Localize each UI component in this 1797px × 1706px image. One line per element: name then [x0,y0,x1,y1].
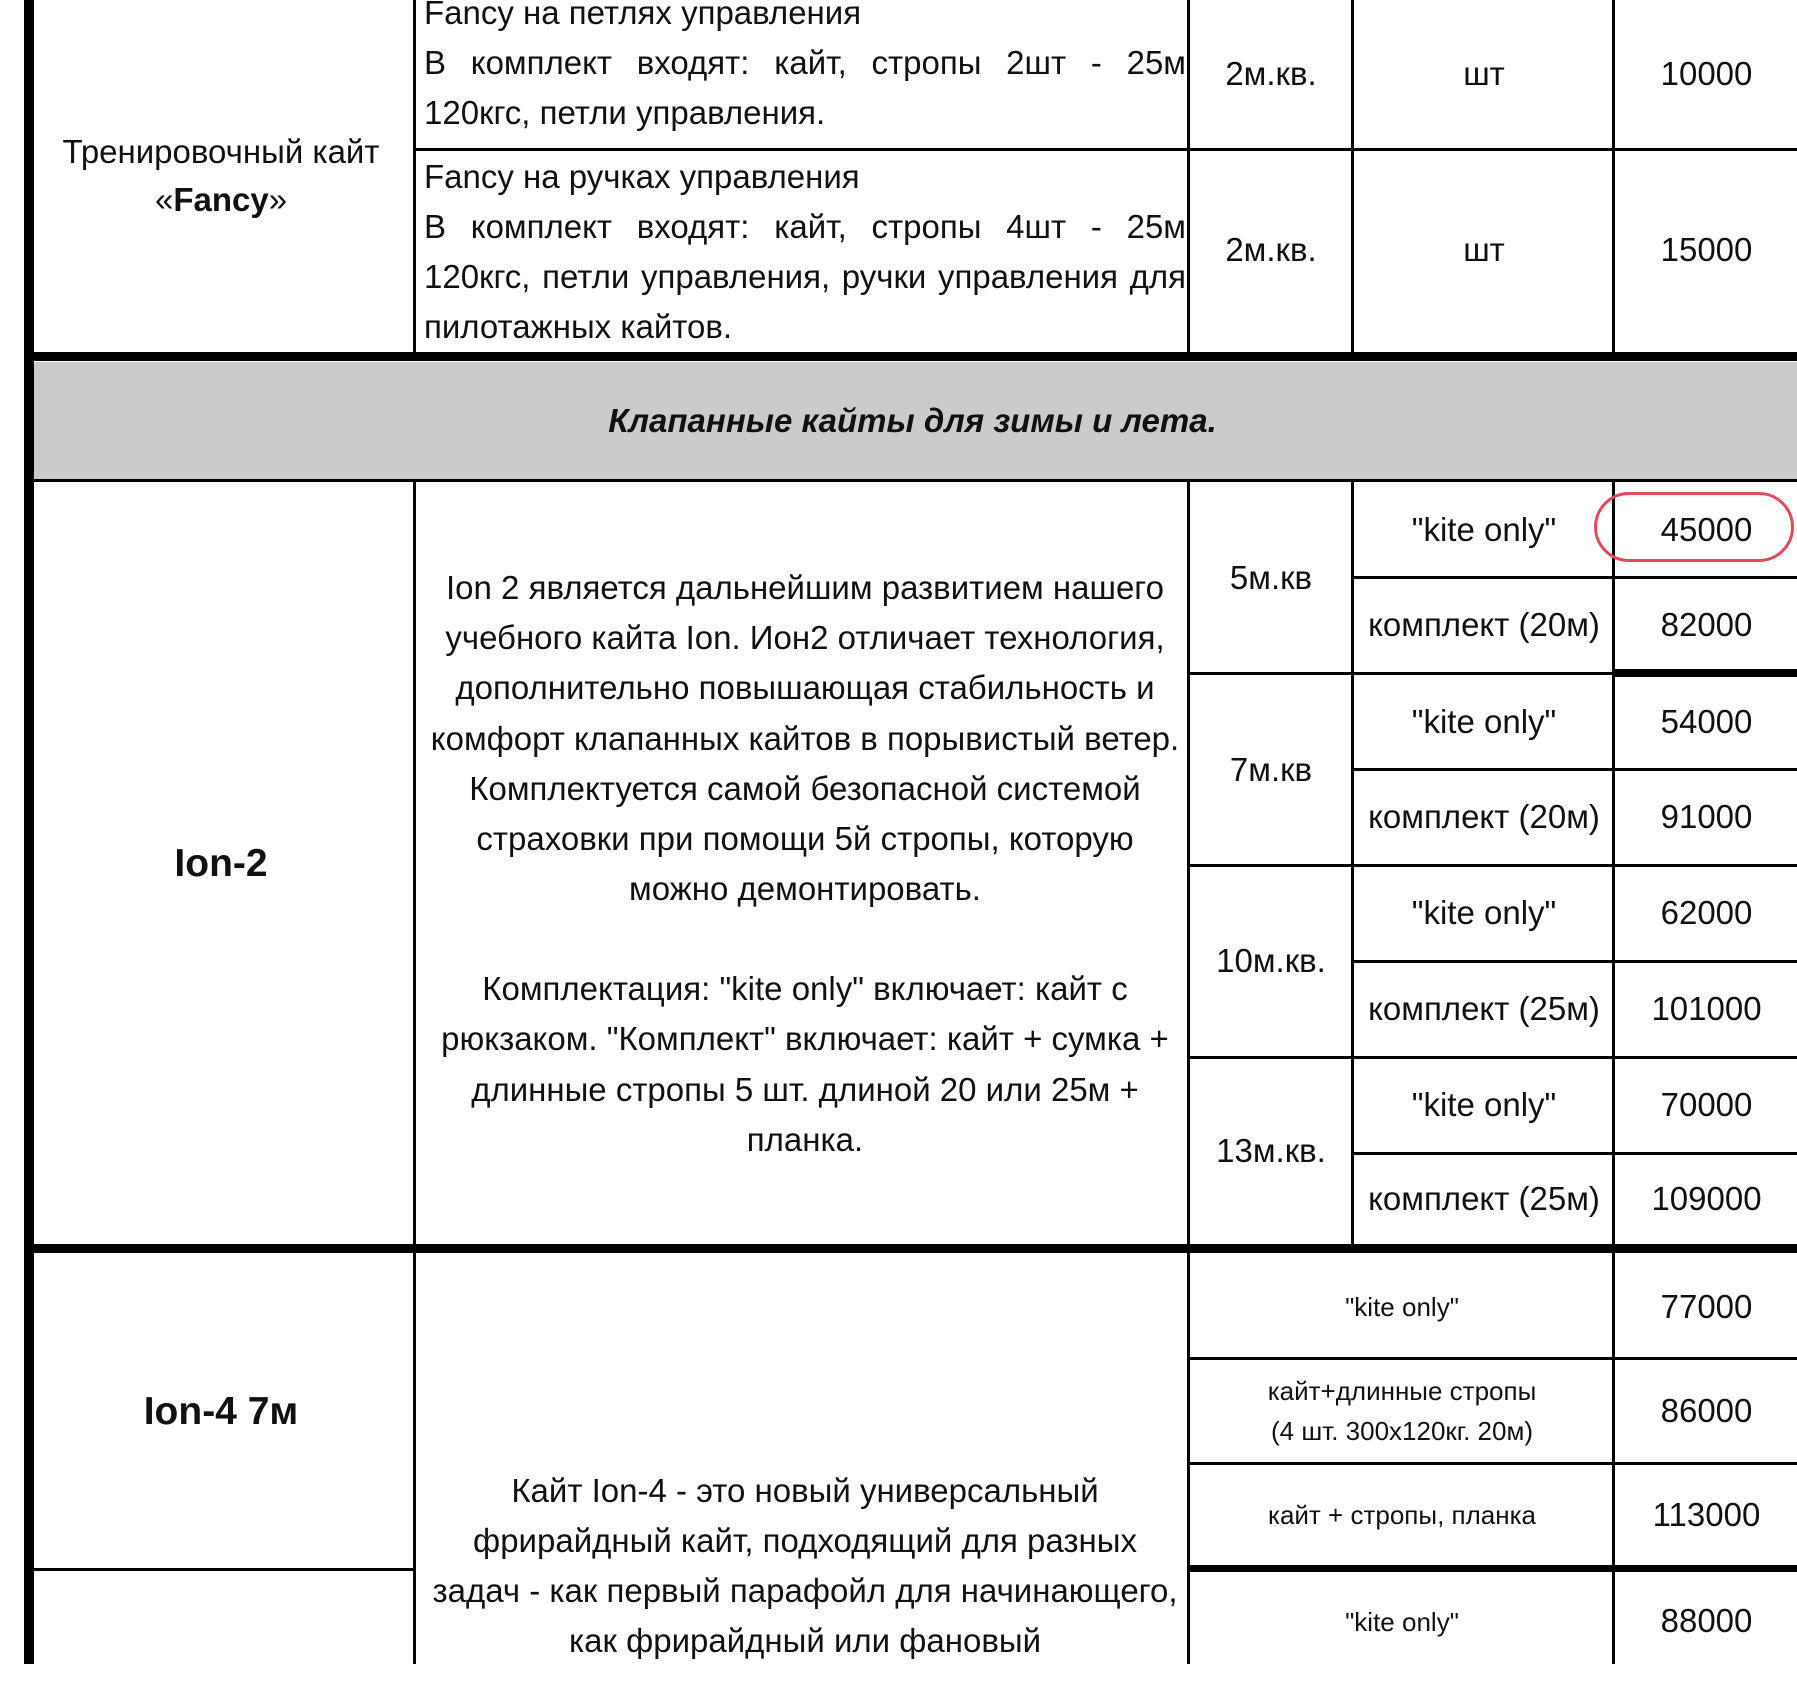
grid-v-desc-ion [1187,480,1190,1664]
grid-h-fancy-bottom [24,352,1797,361]
ion4-option-1-price: 77000 [1660,1288,1753,1325]
ion2-size-5-kit-label: комплект (20м) [1368,606,1600,643]
ion4-option-4-label: "kite only" [1345,1607,1459,1637]
grid-v-model-ion [413,480,416,1664]
fancy-row-2-price: 15000 [1660,231,1753,268]
ion2-size-13-kit-price: 109000 [1651,1180,1762,1217]
ion4-model-name: Ion-4 7м [143,1390,299,1433]
ion4-description: Кайт Ion-4 - это новый универсальный фрирайдный кайт, подходящий для разных задач - как первый парафойл для начинающего, как фрирайдный или фановый [432,1472,1178,1660]
fancy-row-2-area: 2м.кв. [1225,231,1317,268]
fancy-model-name: Fancy [173,181,269,218]
grid-h-ion2-7a [1351,768,1797,771]
ion2-description-p1: Ion 2 является дальнейшим развитием нашего учебного кайта Ion. Ион2 отличает технология, дополнительно повышающая стабильность и комфорт клапанных кайтов в порывистый ветер. Комплектуется самой безопасной системой страховки при помощи 5й стропы, которую можно демонтировать. [430,569,1180,908]
ion4-option-1-label: "kite only" [1345,1291,1459,1322]
grid-h-ion4-1 [1187,1357,1797,1360]
ion2-size-7-area: 7м.кв [1229,751,1313,788]
ion4-option-2-price: 86000 [1660,1392,1753,1429]
ion4-option-4-price: 88000 [1660,1602,1753,1639]
table-border-left [24,0,34,1664]
fancy-model-line1: Тренировочный кайт [62,133,380,171]
fancy-row-2-text: В комплект входят: кайт, стропы 4шт - 25м 120кгс, петли управления, ручки управления для пилотажных кайтов. [424,208,1186,346]
fancy-row-2-title: Fancy на ручках управления [424,158,860,195]
section-header-valve-kites: Клапанные кайты для зимы и лета. [28,362,1797,480]
grid-v-kit-ion [1612,480,1615,1664]
ion2-description-p2: Комплектация: "kite only" включает: кайт с рюкзаком. "Комплект" включает: кайт + сумка + длинные стропы 5 шт. длиной 20 или 25м + планка. [441,970,1169,1158]
ion2-size-5-area: 5м.кв [1229,559,1313,596]
grid-v-desc [1187,0,1190,356]
ion2-size-7-kite-label: "kite only" [1411,703,1557,740]
fancy-row-2-unit: шт [1463,231,1505,268]
fancy-row-1-unit: шт [1463,55,1505,92]
ion2-size-7-kit-price: 91000 [1660,798,1753,835]
ion4-option-2-label-line2: (4 шт. 300х120кг. 20м) [1270,1416,1534,1446]
grid-h-ion2-7b [1187,864,1797,867]
ion2-size-10-kite-price: 62000 [1660,894,1753,931]
grid-h-ion2-13a [1351,1152,1797,1155]
ion2-description [424,484,1186,1244]
ion2-size-13-kit-label: комплект (25м) [1368,1180,1600,1217]
grid-h-ion2-5b [1187,672,1615,675]
fancy-row-2-description [424,152,1186,352]
ion2-size-10-area: 10м.кв. [1216,942,1326,979]
ion2-size-10-kit-price: 101000 [1651,990,1762,1027]
ion2-size-7-kit-label: комплект (20м) [1368,798,1600,835]
fancy-row-1-title: Fancy на петлях управления [424,0,862,31]
fancy-row-1-price: 10000 [1660,55,1753,92]
ion2-size-7-kite-price: 54000 [1660,703,1753,740]
fancy-model-cell [28,0,414,352]
grid-v-area-ion2 [1351,480,1354,1244]
grid-v-model [413,0,416,356]
grid-h-fancy-mid [413,148,1797,151]
ion2-size-5-kit-price: 82000 [1660,606,1753,643]
ion2-model-name: Ion-2 [174,842,268,885]
price-highlight-circle [1594,492,1794,562]
grid-v-area [1351,0,1354,356]
ion2-size-10-kit-label: комплект (25м) [1368,990,1600,1027]
fancy-row-1-area: 2м.кв. [1225,55,1317,92]
ion2-size-5-kite-label: "kite only" [1411,511,1557,548]
fancy-row-1-text: В комплект входят: кайт, стропы 2шт - 25м 120кгс, петли управления. [424,44,1186,132]
grid-h-ion2-bottom [24,1244,1797,1253]
ion2-size-10-kite-label: "kite only" [1411,894,1557,931]
ion2-size-13-area: 13м.кв. [1216,1132,1326,1169]
grid-h-ion2-10a [1351,960,1797,963]
grid-h-ion4-model [24,1568,416,1571]
ion4-option-3-price: 113000 [1652,1496,1761,1533]
fancy-row-1-description [424,0,1186,148]
grid-h-ion4-2 [1187,1462,1797,1465]
ion4-option-2-label-line1: кайт+длинные стропы [1267,1375,1537,1406]
grid-h-ion2-5a [1351,576,1797,579]
grid-h-ion4-3 [1187,1565,1797,1572]
ion2-size-13-kite-label: "kite only" [1411,1086,1557,1123]
grid-v-kit [1612,0,1615,356]
ion2-size-13-kite-price: 70000 [1660,1086,1753,1123]
ion4-option-2-label [1190,1360,1614,1462]
ion4-option-3-label: кайт + стропы, планка [1268,1499,1536,1530]
grid-h-section-bottom [24,479,1797,482]
fancy-model-name-wrap: «Fancy» [154,181,288,218]
ion2-size-5-kite-price: 45000 [1660,511,1753,548]
grid-h-ion2-5b-thick [1612,669,1797,677]
grid-h-ion2-10b [1187,1056,1797,1059]
